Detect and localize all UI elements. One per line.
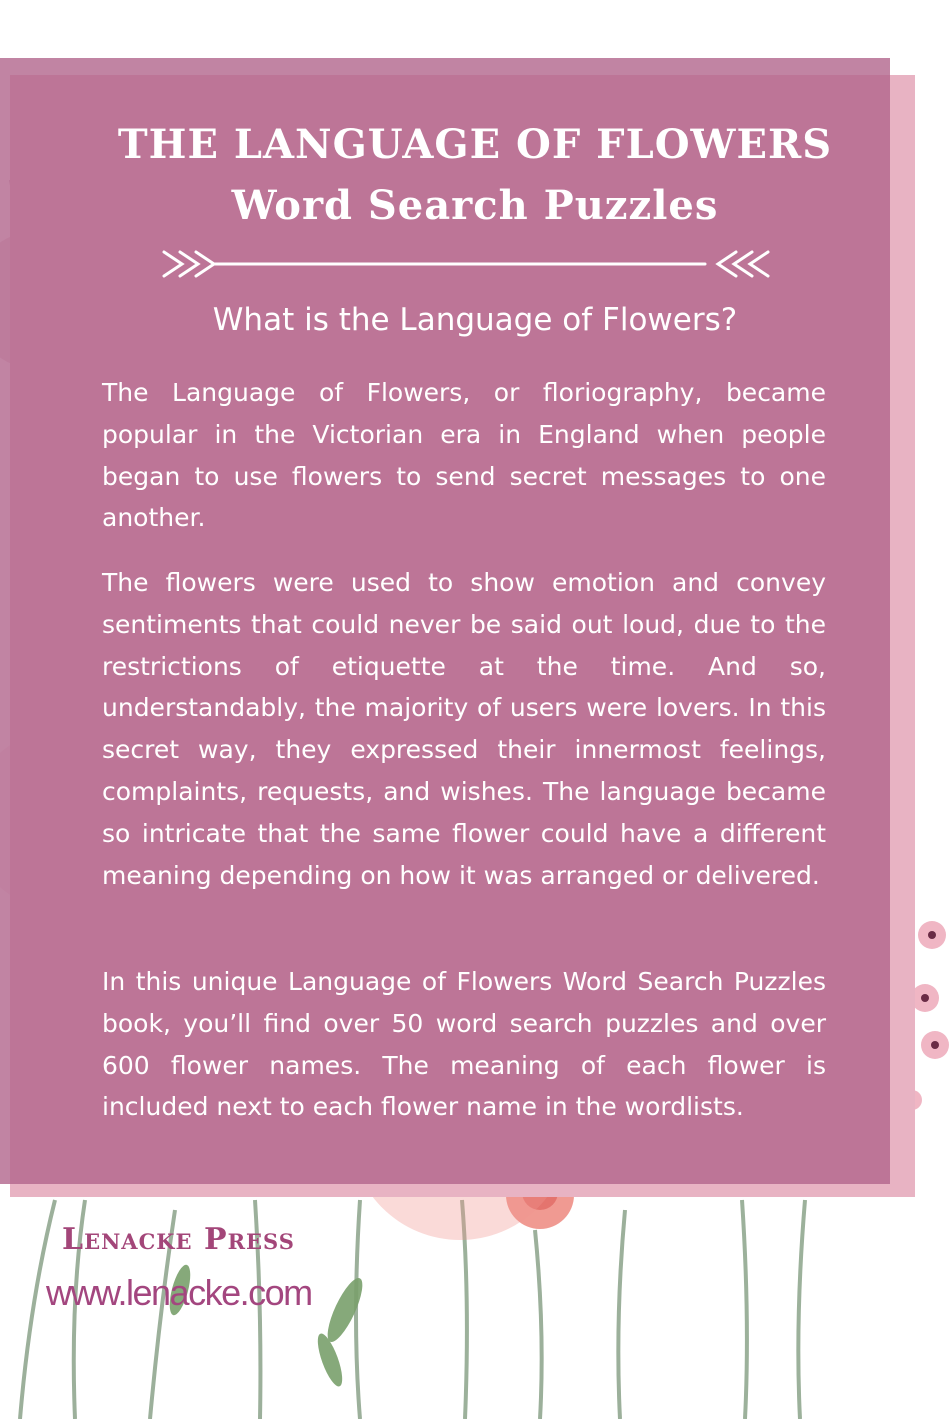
- website-link[interactable]: www.lenacke.com: [46, 1272, 312, 1313]
- paragraph-intro: The Language of Flowers, or floriography, became popular in the Victorian era in England when people began to use flowers to send secret messages to one another.: [102, 378, 826, 533]
- book-title: THE LANGUAGE OF FLOWERS: [117, 121, 833, 168]
- book-subtitle: Word Search Puzzles: [231, 182, 719, 229]
- section-heading: What is the Language of Flowers?: [212, 302, 738, 338]
- paragraph-book: In this unique Language of Flowers Word Search Puzzles book, you’ll find over 50 word search puzzles and over 600 flower names. The meaning of each flower is included next to each flower name in the wordlists.: [102, 967, 826, 1122]
- publisher-name: Lenacke Press: [62, 1222, 295, 1257]
- paragraph-history: The flowers were used to show emotion and convey sentiments that could never be said out loud, due to the restrictions of etiquette at the time. And so, understandably, the majority of users were lovers. In this secret way, they expressed their innermost feelings, complaints, requests, and wishes. The language became so intricate that the same flower could have a different meaning depending on how it was arranged or delivered.: [102, 568, 826, 890]
- arrow-divider-icon: [160, 244, 772, 284]
